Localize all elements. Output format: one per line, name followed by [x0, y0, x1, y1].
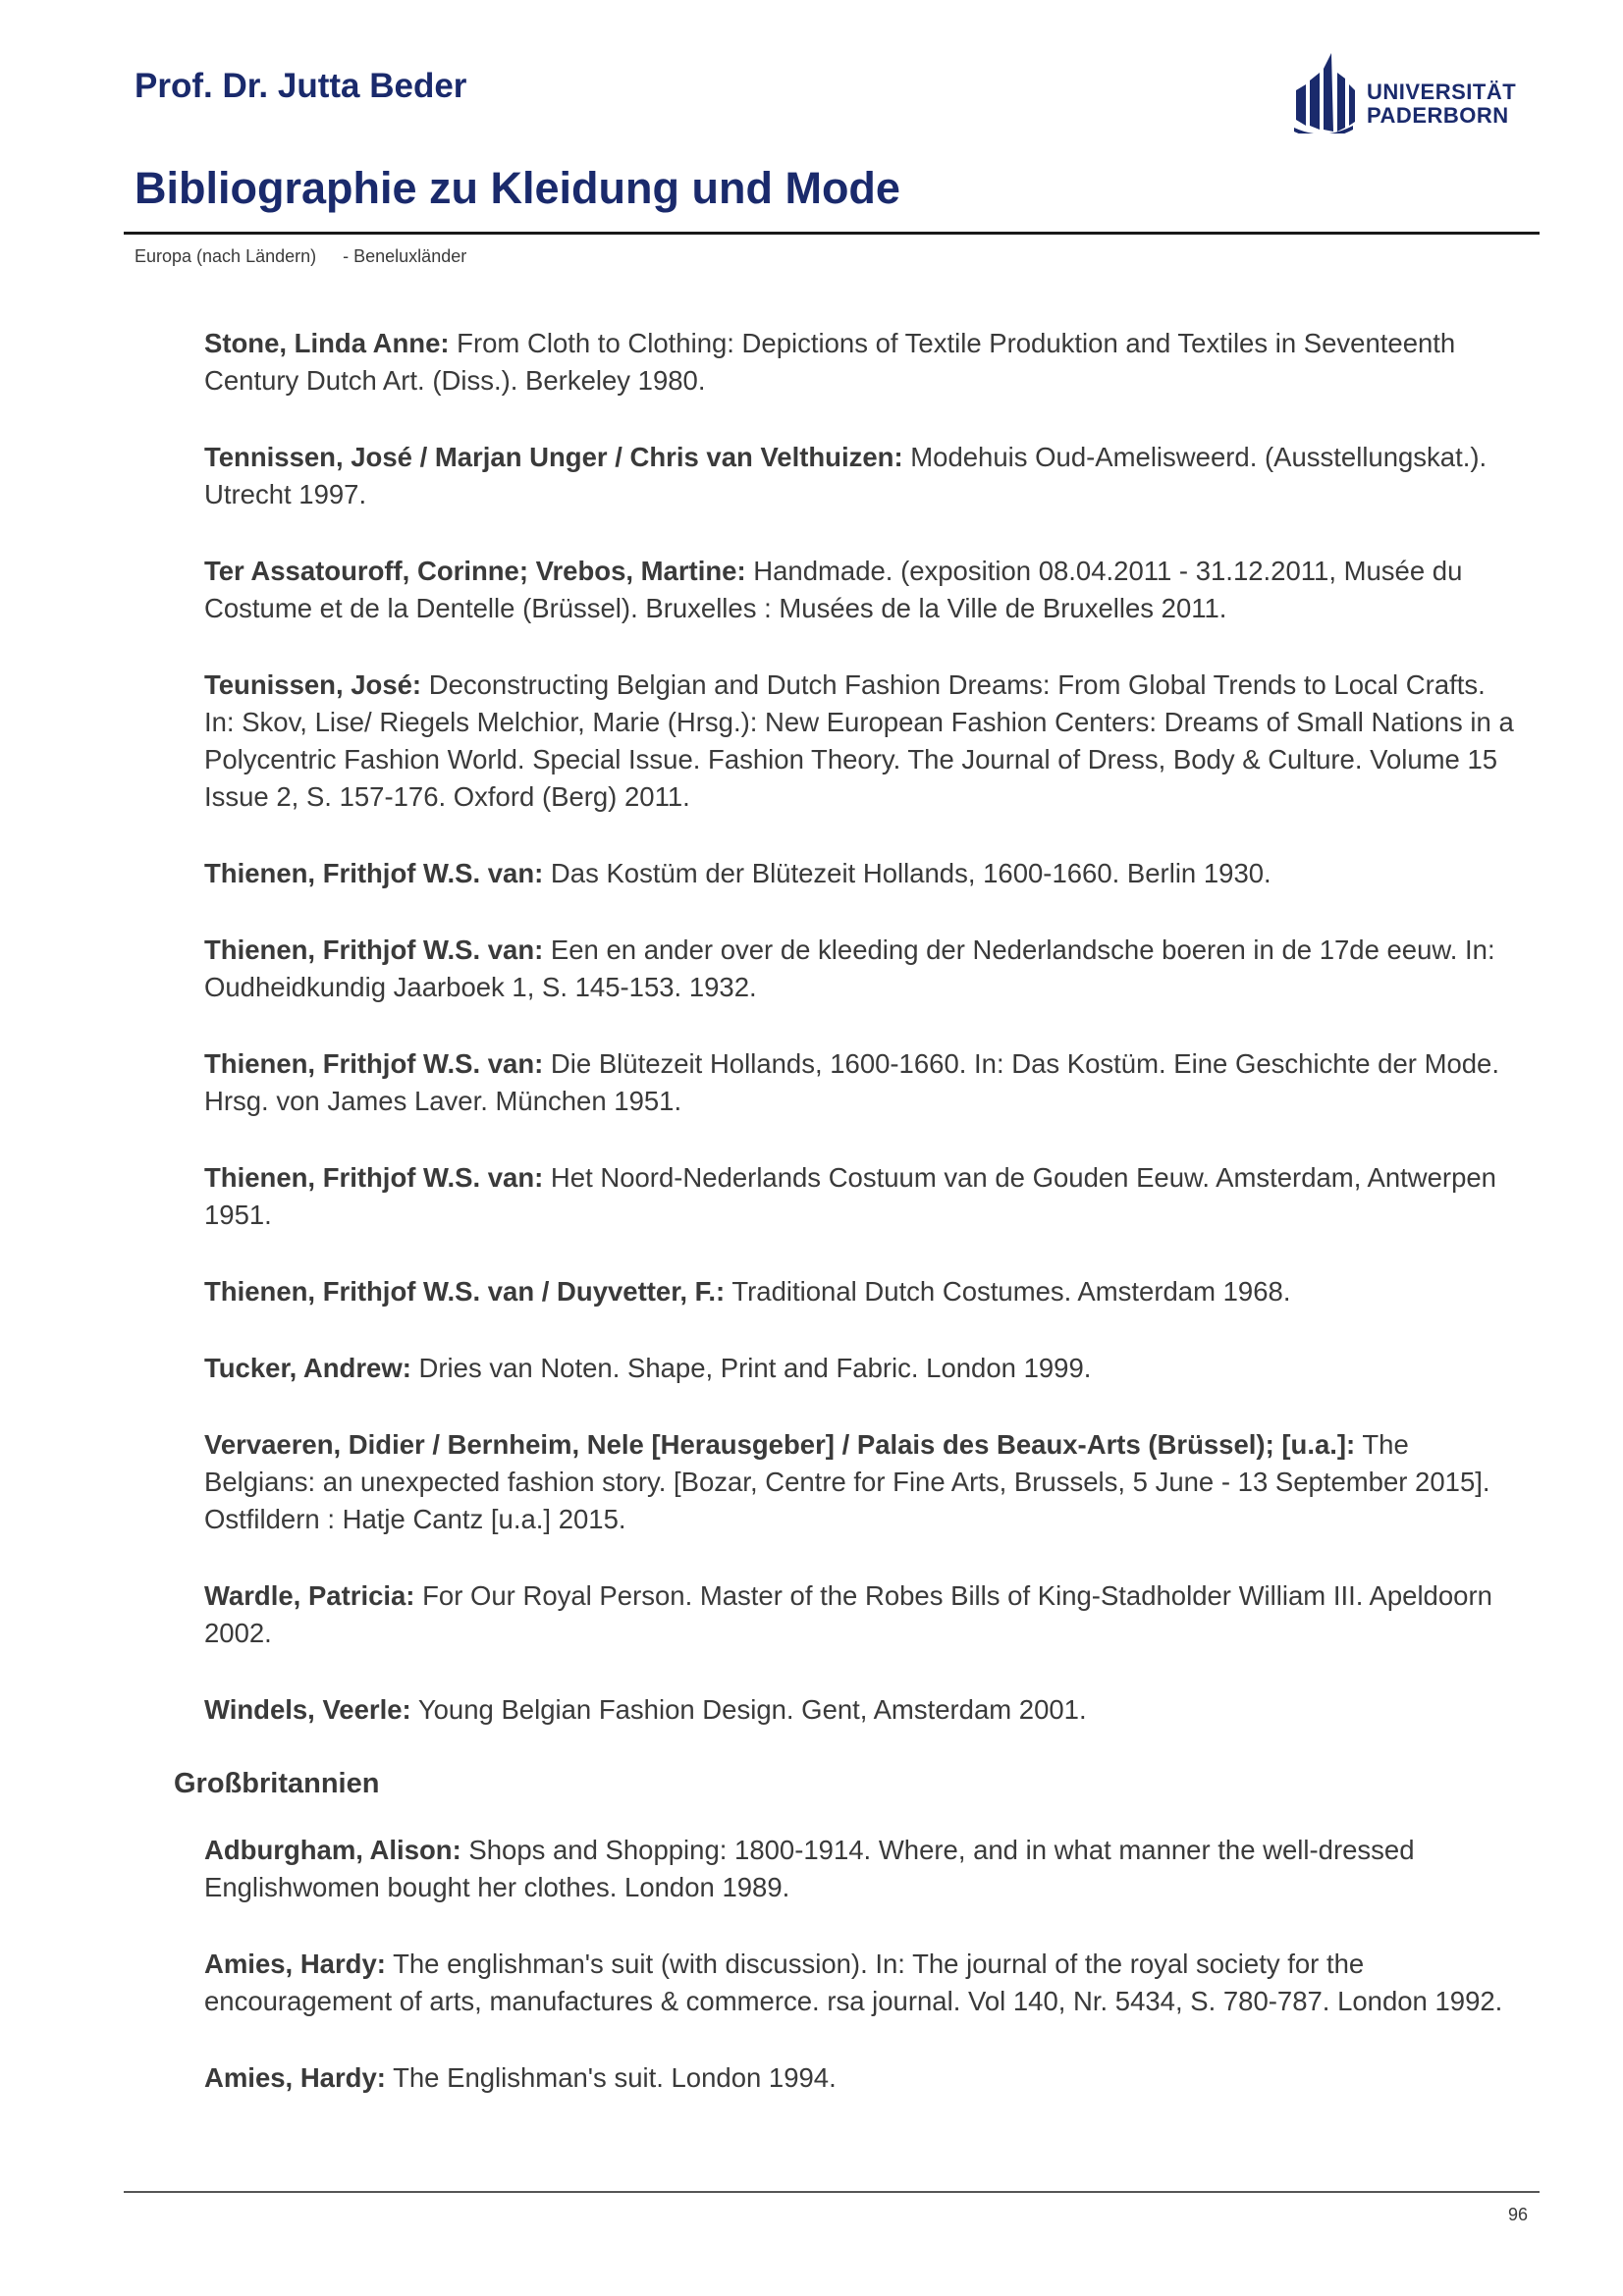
entry-text: Die Blütezeit Hollands, 1600-1660. In: Das Kostüm. Eine Geschichte der Mode. Hrsg. von James Laver. München 1951.: [204, 1048, 1499, 1116]
bibliography-content: [0, 325, 1623, 2136]
bibliography-list-britain: [0, 1832, 1623, 2097]
entry-text: Deconstructing Belgian and Dutch Fashion Dreams: From Global Trends to Local Crafts. In: Skov, Lise/ Riegels Melchior, Marie (Hrsg.): New European Fashion Centers: Dreams of Small Nations in a Polycentric Fashion World. Special Issue. Fashion Theory. The Journal of Dress, Body & Culture. Volume 15 Issue 2, S. 157-176. Oxford (Berg) 2011.: [204, 669, 1514, 812]
entry-author: Ter Assatouroff, Corinne; Vrebos, Martine:: [204, 556, 746, 586]
bibliography-entry: [204, 325, 1520, 400]
entry-text: Young Belgian Fashion Design. Gent, Amsterdam 2001.: [410, 1694, 1087, 1725]
breadcrumb-section: Europa (nach Ländern): [135, 246, 317, 266]
entry-text: Handmade. (exposition 08.04.2011 - 31.12.2011, Musée du Costume et de la Dentelle (Brüssel). Bruxelles : Musées de la Ville de Bruxelles 2011.: [204, 556, 1463, 623]
university-logo-icon: [1292, 51, 1355, 133]
entry-text: Das Kostüm der Blütezeit Hollands, 1600-1660. Berlin 1930.: [543, 858, 1271, 888]
entry-author: Thienen, Frithjof W.S. van:: [204, 1048, 544, 1079]
bibliography-entry: [204, 855, 1520, 892]
entry-author: Amies, Hardy:: [204, 1949, 386, 1979]
breadcrumb: [135, 246, 466, 267]
entry-text: Shops and Shopping: 1800-1914. Where, and in what manner the well-dressed Englishwomen bought her clothes. London 1989.: [204, 1835, 1415, 1902]
header-author: Prof. Dr. Jutta Beder: [135, 67, 467, 105]
bibliography-entry: [204, 1159, 1520, 1234]
bibliography-entry: [204, 2059, 1520, 2097]
logo-line-2: PADERBORN: [1367, 103, 1509, 128]
section-heading: Großbritannien: [174, 1768, 380, 1799]
entry-text: Het Noord-Nederlands Costuum van de Gouden Eeuw. Amsterdam, Antwerpen 1951.: [204, 1162, 1496, 1230]
logo-line-1: UNIVERSITÄT: [1367, 80, 1517, 104]
entry-author: Tucker, Andrew:: [204, 1353, 411, 1383]
entry-author: Stone, Linda Anne:: [204, 328, 450, 358]
entry-author: Thienen, Frithjof W.S. van:: [204, 934, 544, 965]
entry-author: Vervaeren, Didier / Bernheim, Nele [Herausgeber] / Palais des Beaux-Arts (Brüssel); [u.a.]:: [204, 1429, 1356, 1460]
entry-text: Dries van Noten. Shape, Print and Fabric. London 1999.: [410, 1353, 1092, 1383]
bibliography-entry: [204, 439, 1520, 513]
bibliography-entry: [204, 1350, 1520, 1387]
entry-text: The Englishman's suit. London 1994.: [385, 2062, 837, 2093]
entry-author: Amies, Hardy:: [204, 2062, 386, 2093]
document-title: Bibliographie zu Kleidung und Mode: [135, 163, 900, 213]
header-divider: [124, 232, 1540, 235]
bibliography-entry: [204, 1832, 1520, 1906]
entry-author: Tennissen, José / Marjan Unger / Chris van Velthuizen:: [204, 442, 903, 472]
entry-author: Thienen, Frithjof W.S. van:: [204, 1162, 544, 1193]
entry-text: The Belgians: an unexpected fashion story. [Bozar, Centre for Fine Arts, Brussels, 5 June - 13 September 2015]. Ostfildern : Hatje Cantz [u.a.] 2015.: [204, 1429, 1490, 1534]
entry-author: Thienen, Frithjof W.S. van:: [204, 858, 544, 888]
bibliography-entry: [204, 667, 1520, 816]
entry-author: Teunissen, José:: [204, 669, 422, 700]
bibliography-entry: [204, 553, 1520, 627]
entry-author: Wardle, Patricia:: [204, 1580, 415, 1611]
entry-text: The englishman's suit (with discussion). In: The journal of the royal society for the encouragement of arts, manufactures & commerce. rsa journal. Vol 140, Nr. 5434, S. 780-787. London 1992.: [204, 1949, 1503, 2016]
footer-divider: [124, 2191, 1540, 2193]
page-number: 96: [1507, 2205, 1528, 2224]
bibliography-entry: [204, 1045, 1520, 1120]
entry-text: From Cloth to Clothing: Depictions of Textile Produktion and Textiles in Seventeenth Century Dutch Art. (Diss.). Berkeley 1980.: [204, 328, 1456, 396]
bibliography-entry: [204, 1426, 1520, 1538]
university-logo: [1292, 51, 1528, 133]
entry-text: For Our Royal Person. Master of the Robes Bills of King-Stadholder William III. Apeldoorn 2002.: [204, 1580, 1492, 1648]
bibliography-entry: [204, 1273, 1520, 1310]
entry-author: Windels, Veerle:: [204, 1694, 411, 1725]
bibliography-list-benelux: [0, 325, 1623, 1729]
entry-author: Thienen, Frithjof W.S. van / Duyvetter, F.:: [204, 1276, 726, 1307]
university-logo-text: [1367, 80, 1516, 128]
entry-author: Adburgham, Alison:: [204, 1835, 461, 1865]
breadcrumb-subsection: - Beneluxländer: [343, 246, 467, 266]
entry-text: Modehuis Oud-Amelisweerd. (Ausstellungskat.). Utrecht 1997.: [204, 442, 1488, 509]
bibliography-entry: [204, 1577, 1520, 1652]
entry-text: Een en ander over de kleeding der Nederlandsche boeren in de 17de eeuw. In: Oudheidkundig Jaarboek 1, S. 145-153. 1932.: [204, 934, 1495, 1002]
bibliography-entry: [204, 1691, 1520, 1729]
bibliography-entry: [204, 932, 1520, 1006]
bibliography-entry: [204, 1946, 1520, 2020]
entry-text: Traditional Dutch Costumes. Amsterdam 1968.: [725, 1276, 1291, 1307]
